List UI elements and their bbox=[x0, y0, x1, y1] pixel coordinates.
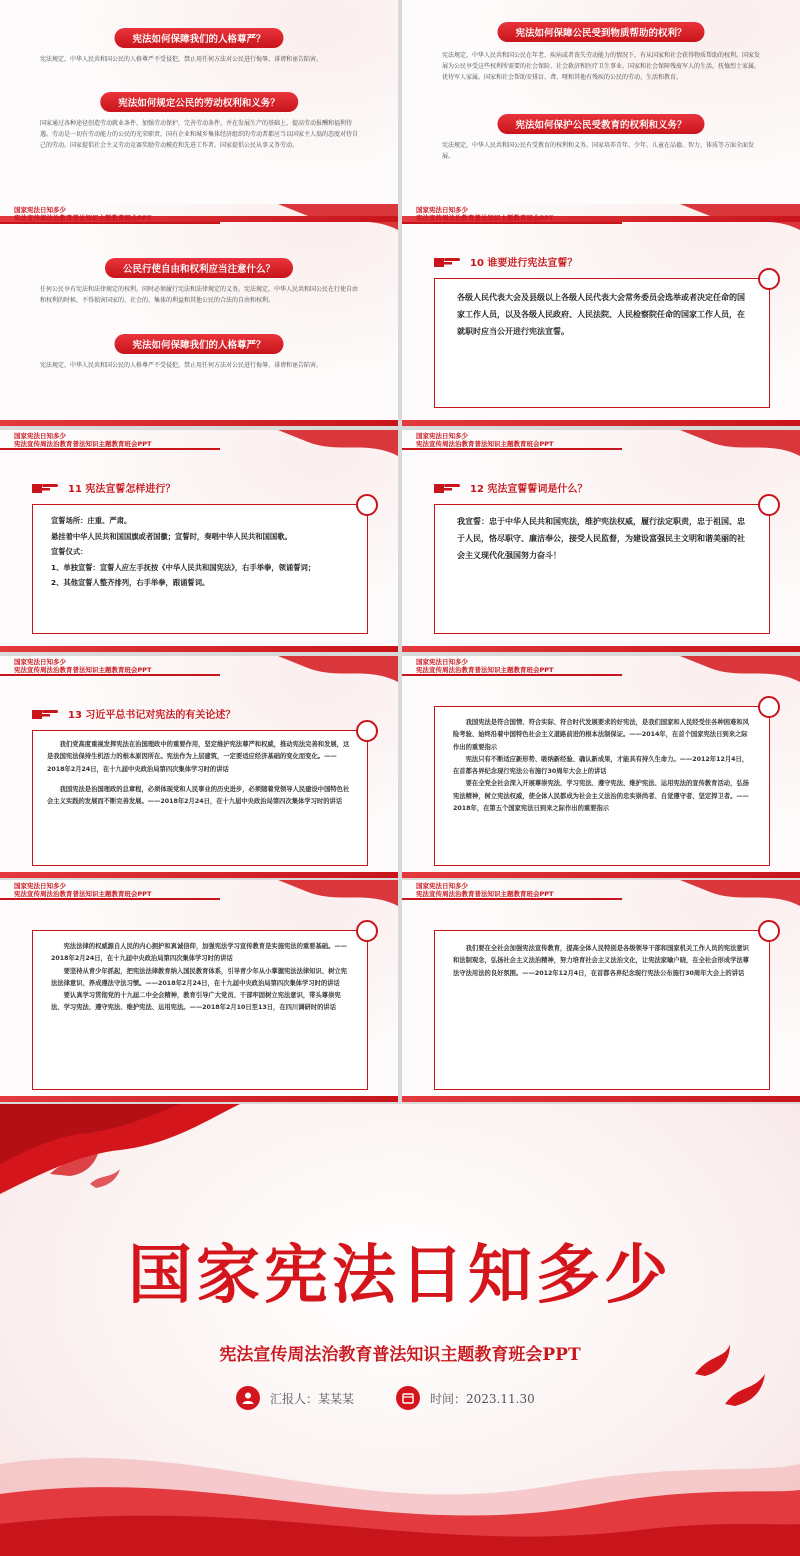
answer-box bbox=[434, 930, 770, 1090]
reporter-text: 汇报人：某某某 bbox=[270, 1391, 355, 1406]
slide-1[interactable] bbox=[0, 0, 398, 222]
question-title-text: 10 谁要进行宪法宣誓？ bbox=[470, 258, 578, 269]
user-icon bbox=[236, 1386, 260, 1410]
slide-4[interactable] bbox=[402, 204, 800, 426]
answer-text: 我宣誓：忠于中华人民共和国宪法，维护宪法权威，履行法定职责，忠于祖国、忠于人民，恪尽职守、廉洁奉公，接受人民监督，为建设富强民主文明和谐美丽的社会主义现代化强国努力奋斗！ bbox=[457, 517, 745, 560]
quote-paragraph: 宪法只有不断适应新形势、吸纳新经验、确认新成果，才能具有持久生命力。——2012年12月4日，在首都各界纪念现行宪法公布施行30周年大会上的讲话 bbox=[453, 755, 749, 776]
dove-icon bbox=[40, 1134, 130, 1194]
ring-icon bbox=[758, 268, 780, 290]
quote-paragraph: 要认真学习贯彻党的十九届二中全会精神，教育引导广大党员、干部牢固树立宪法意识，带头尊崇宪法、学习宪法、遵守宪法、维护宪法、运用宪法。——2018年2月10日至13日，在四川调研时的讲话 bbox=[51, 992, 341, 1012]
pointing-hand-icon bbox=[434, 482, 460, 494]
cover-title: 国家宪法日知多少 bbox=[128, 1238, 672, 1313]
bird-icon bbox=[690, 1344, 770, 1414]
quote-paragraph: 我国宪法是符合国情、符合实际、符合时代发展要求的好宪法，是我们国家和人民经受住各种困难和风险考验、始终沿着中国特色社会主义道路前进的根本法制保证。——2014年，在首个国家宪法日到来之际作出的重要指示 bbox=[453, 719, 749, 751]
slide-6[interactable] bbox=[402, 430, 800, 652]
answer-text: 宪法规定，中华人民共和国公民在年老、疾病或者丧失劳动能力的情况下，有从国家和社会获得物质帮助的权利。国家发展为公民享受这些权利所需要的社会保险、社会救济和医疗卫生事业。国家和社会保障残废军人的生活，抚恤烈士家属，优待军人家属。国家和社会帮助安排盲、聋、哑和其他有残疾的公民的劳动、生活和教育。 bbox=[442, 52, 761, 81]
answer-box bbox=[434, 706, 770, 866]
footer-bar bbox=[0, 420, 398, 426]
answer-text bbox=[435, 707, 769, 825]
red-flag-decoration bbox=[680, 880, 800, 906]
time-text: 时间：2023.11.30 bbox=[430, 1391, 535, 1406]
question-pill: 宪法如何保障我们的人格尊严？ bbox=[114, 28, 283, 48]
answer-text bbox=[33, 731, 367, 816]
header-rule bbox=[0, 674, 220, 676]
quote-paragraph: 我国宪法是治国理政的总章程，必须体现党和人民事业的历史进步，必须随着党领导人民建设中国特色社会主义实践的发展而不断完善发展。——2018年2月24日，在十九届中央政治局第四次集体学习时的讲话 bbox=[47, 785, 350, 806]
quote-paragraph: 要在全党全社会深入开展尊崇宪法、学习宪法、遵守宪法、维护宪法、运用宪法的宣传教育活动，弘扬宪法精神，树立宪法权威，使全体人民都成为社会主义法治的忠实崇尚者、自觉遵守者、坚定捍卫者。——2018年，在第五个国家宪法日到来之际作出的重要指示 bbox=[453, 780, 749, 813]
slide-3[interactable] bbox=[0, 204, 398, 426]
question-pill: 宪法如何保障我们的人格尊严？ bbox=[114, 334, 283, 354]
slide-header: 国家宪法日知多少 宪法宣传周法治教育普法知识主题教育班会PPT bbox=[416, 882, 554, 898]
pointing-hand-icon bbox=[32, 708, 58, 720]
question-title bbox=[434, 480, 587, 495]
header-rule bbox=[402, 448, 622, 450]
header-rule bbox=[402, 674, 622, 676]
answer-box bbox=[32, 504, 368, 634]
quote-paragraph: 宪法法律的权威源自人民的内心拥护和真诚信仰，加强宪法学习宣传教育是实施宪法的重要基础。——2018年2月24日，在十九届中央政治局第四次集体学习时的讲话 bbox=[51, 943, 347, 963]
slide-header: 国家宪法日知多少 宪法宣传周法治教育普法知识主题教育班会PPT bbox=[14, 432, 152, 448]
question-title bbox=[32, 706, 235, 721]
answer-line: 宣誓场所：庄重、严肃。 bbox=[51, 516, 132, 525]
red-flag-decoration bbox=[278, 656, 398, 682]
answer-line: 悬挂着中华人民共和国国旗或者国徽；宣誓时，奏唱中华人民共和国国歌。 bbox=[51, 531, 292, 541]
pointing-hand-icon bbox=[434, 256, 460, 268]
question-title bbox=[434, 254, 577, 269]
footer-bar bbox=[402, 420, 800, 426]
slide-2[interactable] bbox=[402, 0, 800, 222]
cover-slide[interactable] bbox=[0, 1104, 800, 1556]
answer-box bbox=[434, 504, 770, 634]
answer-text: 宪法规定，中华人民共和国公民的人格尊严不受侵犯，禁止用任何方法对公民进行侮辱、诽谤和诬告陷害。 bbox=[40, 362, 323, 369]
question-pill: 公民行使自由和权利应当注意什么？ bbox=[105, 258, 293, 278]
answer-box bbox=[434, 278, 770, 408]
slide-7[interactable] bbox=[0, 656, 398, 878]
answer-text: 宪法规定，中华人民共和国公民有受教育的权利和义务。国家培养青年、少年、儿童在品德、智力、体质等方面全面发展。 bbox=[442, 142, 755, 160]
footer-bar bbox=[0, 1096, 398, 1102]
header-rule bbox=[402, 222, 622, 224]
answer-line: 1、单独宣誓：宣誓人应左手抚按《中华人民共和国宪法》，右手举拳，领诵誓词； bbox=[51, 562, 316, 572]
ring-icon bbox=[758, 494, 780, 516]
footer-bar bbox=[402, 646, 800, 652]
header-rule bbox=[0, 898, 220, 900]
header-rule bbox=[0, 448, 220, 450]
question-title-text: 12 宪法宣誓誓词是什么？ bbox=[470, 484, 588, 495]
answer-box bbox=[32, 930, 368, 1090]
red-flag-decoration bbox=[278, 430, 398, 456]
reporter-info bbox=[236, 1386, 354, 1410]
slide-8[interactable] bbox=[402, 656, 800, 878]
answer-text: 我们要在全社会加强宪法宣传教育，提高全体人民特别是各级领导干部和国家机关工作人员的宪法意识和法制观念，弘扬社会主义法治精神，努力培育社会主义法治文化，让宪法家喻户晓，在全社会形成学法尊法守法用法的良好氛围。——2012年12月4日，在首都各界纪念现行宪法公布施行30周年大会上的讲话 bbox=[453, 945, 749, 977]
answer-text: 各级人民代表大会及县级以上各级人民代表大会常务委员会选举或者决定任命的国家工作人员，以及各级人民政府、人民法院、人民检察院任命的国家工作人员，在就职时应当公开进行宪法宣誓。 bbox=[457, 293, 745, 336]
question-pill: 宪法如何保护公民受教育的权利和义务？ bbox=[497, 114, 704, 134]
question-pill: 宪法如何规定公民的劳动权利和义务？ bbox=[100, 92, 298, 112]
quote-paragraph: 要坚持从青少年抓起，把宪法法律教育纳入国民教育体系，引导青少年从小掌握宪法法律知识、树立宪法法律意识、养成遵法守法习惯。——2018年2月24日，在十九届中央政治局第四次集体学习时的讲话 bbox=[51, 967, 347, 987]
ring-icon bbox=[356, 720, 378, 742]
answer-text: 任何公民享有宪法和法律规定的权利，同时必须履行宪法和法律规定的义务。宪法规定，中华人民共和国公民在行使自由和权利的时候，不得损害国家的、社会的、集体的利益和其他公民的合法的自由和权利。 bbox=[40, 286, 359, 304]
slide-header: 国家宪法日知多少 宪法宣传周法治教育普法知识主题教育班会PPT bbox=[14, 658, 152, 674]
question-title-text: 11 宪法宣誓怎样进行？ bbox=[68, 484, 176, 495]
answer-text bbox=[33, 931, 367, 1025]
answer-box bbox=[32, 730, 368, 866]
answer-text: 宪法规定，中华人民共和国公民的人格尊严不受侵犯，禁止用任何方法对公民进行侮辱、诽谤和诬告陷害。 bbox=[40, 56, 323, 63]
calendar-icon bbox=[396, 1386, 420, 1410]
ring-icon bbox=[356, 494, 378, 516]
slide-header: 国家宪法日知多少 宪法宣传周法治教育普法知识主题教育班会PPT bbox=[416, 206, 554, 222]
pointing-hand-icon bbox=[32, 482, 58, 494]
answer-lines bbox=[33, 505, 367, 599]
time-info bbox=[396, 1386, 535, 1410]
header-rule bbox=[0, 222, 220, 224]
footer-bar bbox=[402, 1096, 800, 1102]
question-pill: 宪法如何保障公民受到物质帮助的权利？ bbox=[497, 22, 704, 42]
answer-line: 宣誓仪式： bbox=[51, 547, 88, 556]
ring-icon bbox=[758, 920, 780, 942]
question-title bbox=[32, 480, 175, 495]
slide-9[interactable] bbox=[0, 880, 398, 1102]
red-flag-decoration bbox=[680, 656, 800, 682]
slide-header: 国家宪法日知多少 宪法宣传周法治教育普法知识主题教育班会PPT bbox=[416, 658, 554, 674]
red-flag-decoration bbox=[680, 430, 800, 456]
red-wave-decoration bbox=[0, 1434, 800, 1556]
slide-10[interactable] bbox=[402, 880, 800, 1102]
slide-5[interactable] bbox=[0, 430, 398, 652]
footer-bar bbox=[402, 872, 800, 878]
slide-header: 国家宪法日知多少 宪法宣传周法治教育普法知识主题教育班会PPT bbox=[14, 206, 152, 222]
ring-icon bbox=[356, 920, 378, 942]
header-rule bbox=[402, 898, 622, 900]
slide-header: 国家宪法日知多少 宪法宣传周法治教育普法知识主题教育班会PPT bbox=[14, 882, 152, 898]
footer-bar bbox=[0, 646, 398, 652]
cover-subtitle: 宪法宣传周法治教育普法知识主题教育班会PPT bbox=[219, 1345, 581, 1365]
red-flag-decoration bbox=[278, 880, 398, 906]
slide-header: 国家宪法日知多少 宪法宣传周法治教育普法知识主题教育班会PPT bbox=[416, 432, 554, 448]
quote-paragraph: 我们党高度重视发挥宪法在治国理政中的重要作用，坚定维护宪法尊严和权威，推动宪法完善和发展，这是我国宪法保持生机活力的根本原因所在。宪法作为上层建筑，一定要适应经济基础的变化而变化。——2018年2月24日，在十九届中央政治局第四次集体学习时的讲话 bbox=[47, 741, 350, 773]
ring-icon bbox=[758, 696, 780, 718]
question-title-text: 13 习近平总书记对宪法的有关论述？ bbox=[68, 710, 236, 721]
answer-text: 国家通过各种途径创造劳动就业条件，加强劳动保护，完善劳动条件，并在发展生产的基础上，提高劳动报酬和福利待遇。劳动是一切有劳动能力的公民的光荣职责。国有企业和城乡集体经济组织的劳动者都应当以国家主人翁的态度对待自己的劳动。国家提倡社会主义劳动竞赛奖励劳动模范和先进工作者。国家提倡公民从事义务劳动。 bbox=[40, 120, 359, 149]
footer-bar bbox=[0, 872, 398, 878]
answer-line: 2、其他宣誓人整齐排列，右手举拳，跟诵誓词。 bbox=[51, 578, 210, 587]
